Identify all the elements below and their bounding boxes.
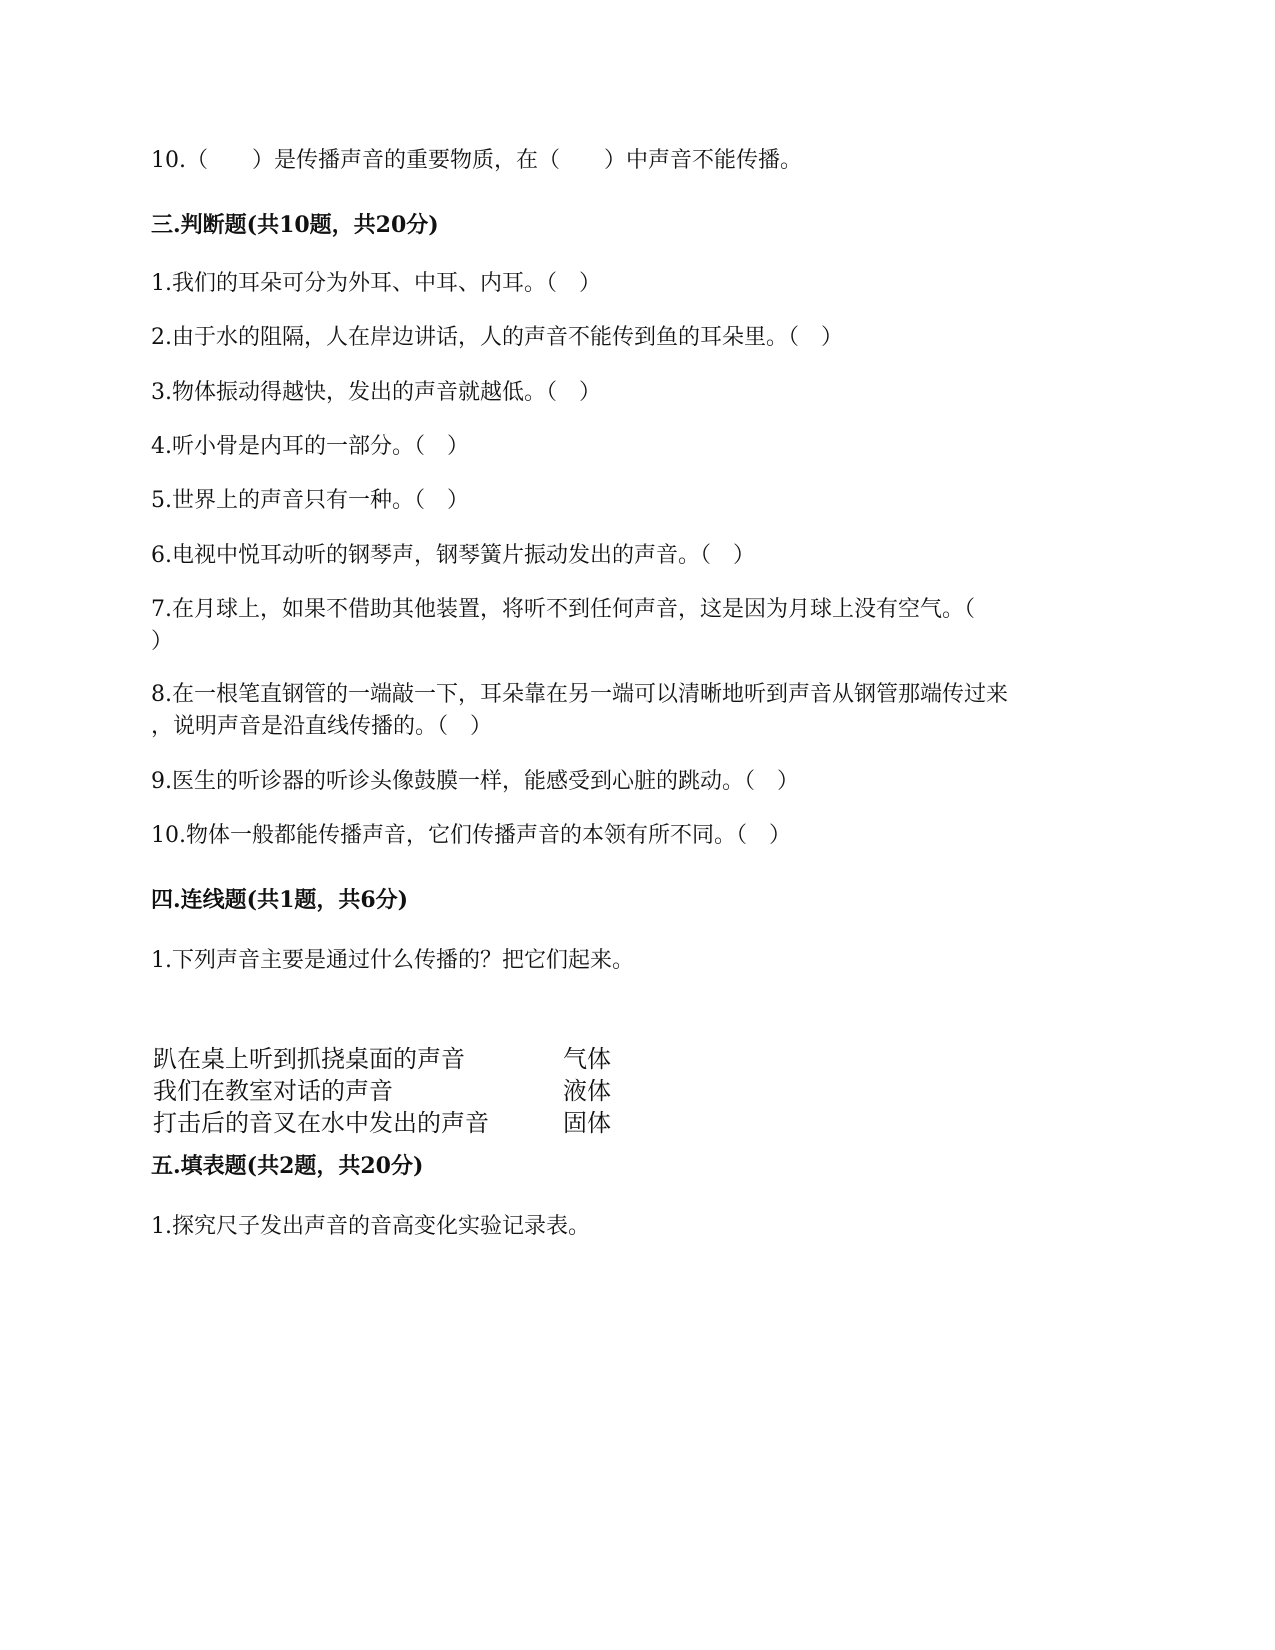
judgment-question-6: 6.电视中悦耳动听的钢琴声，钢琴簧片振动发出的声音。（ ） xyxy=(151,543,755,568)
matching-row xyxy=(153,1107,633,1139)
section-heading-matching: 四.连线题(共1题，共6分) xyxy=(151,887,409,913)
judgment-question-8-continuation: ，说明声音是沿直线传播的。（ ） xyxy=(151,714,493,739)
judgment-question-7: 7.在月球上，如果不借助其他装置，将听不到任何声音，这是因为月球上没有空气。（ xyxy=(151,597,975,622)
matching-row xyxy=(153,1043,633,1075)
matching-table xyxy=(153,1043,633,1139)
fill-table-question-1: 1.探究尺子发出声音的音高变化实验记录表。 xyxy=(151,1214,590,1239)
judgment-question-7-continuation: ） xyxy=(151,629,174,654)
matching-right-item: 固体 xyxy=(563,1109,611,1137)
judgment-question-5: 5.世界上的声音只有一种。（ ） xyxy=(151,488,469,513)
judgment-question-10: 10.物体一般都能传播声音，它们传播声音的本领有所不同。（ ） xyxy=(151,823,791,848)
matching-left-item: 我们在教室对话的声音 xyxy=(153,1077,393,1105)
judgment-question-9: 9.医生的听诊器的听诊头像鼓膜一样，能感受到心脏的跳动。（ ） xyxy=(151,769,799,794)
judgment-question-2: 2.由于水的阻隔，人在岸边讲话，人的声音不能传到鱼的耳朵里。（ ） xyxy=(151,325,843,350)
judgment-question-3: 3.物体振动得越快，发出的声音就越低。（ ） xyxy=(151,380,601,405)
judgment-question-8: 8.在一根笔直钢管的一端敲一下，耳朵靠在另一端可以清晰地听到声音从钢管那端传过来 xyxy=(151,682,1008,707)
matching-right-item: 液体 xyxy=(563,1077,611,1105)
judgment-question-1: 1.我们的耳朵可分为外耳、中耳、内耳。（ ） xyxy=(151,271,601,296)
matching-right-item: 气体 xyxy=(563,1045,611,1073)
matching-left-item: 趴在桌上听到抓挠桌面的声音 xyxy=(153,1045,465,1073)
matching-row xyxy=(153,1075,633,1107)
fill-blank-question-10: 10.（ ）是传播声音的重要物质，在（ ）中声音不能传播。 xyxy=(151,148,802,173)
judgment-question-4: 4.听小骨是内耳的一部分。（ ） xyxy=(151,434,469,459)
matching-question-1: 1.下列声音主要是通过什么传播的？把它们起来。 xyxy=(151,948,634,973)
section-heading-fill-table: 五.填表题(共2题，共20分) xyxy=(151,1153,424,1179)
section-heading-judgment: 三.判断题(共10题，共20分) xyxy=(151,212,439,238)
matching-left-item: 打击后的音叉在水中发出的声音 xyxy=(153,1109,489,1137)
